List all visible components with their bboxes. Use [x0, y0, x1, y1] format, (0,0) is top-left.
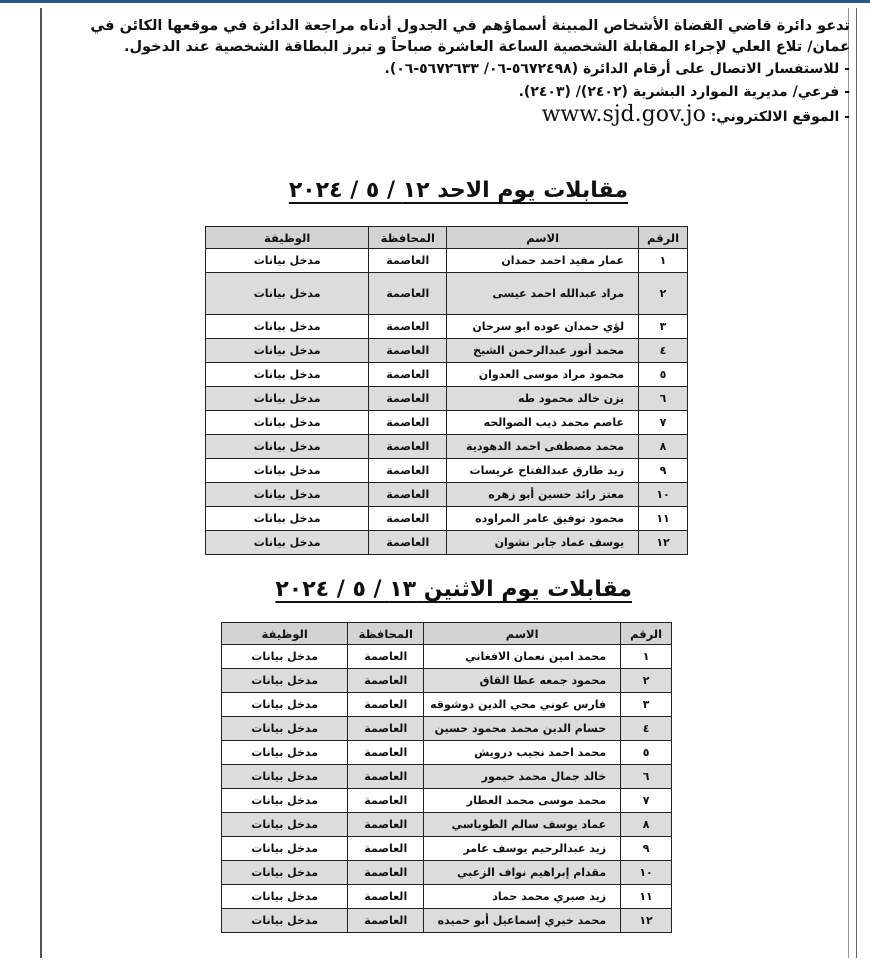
- section1-title: مقابلات يوم الاحد ١٢ / ٥ / ٢٠٢٤: [288, 178, 628, 203]
- cell-name: عاصم محمد ذيب الصوالحه: [447, 411, 639, 435]
- cell-job: مدخل بيانات: [206, 459, 369, 483]
- top-border: [0, 0, 870, 3]
- cell-num: ٦: [621, 765, 672, 789]
- cell-name: محمد مصطفى احمد الدهودية: [447, 435, 639, 459]
- website-label: - الموقع الالكتروني:: [710, 109, 850, 125]
- cell-num: ٨: [621, 813, 672, 837]
- table-row: [206, 459, 688, 483]
- col-name-header: الاسم: [447, 227, 639, 249]
- cell-gov: العاصمة: [369, 363, 447, 387]
- cell-gov: العاصمة: [348, 837, 424, 861]
- cell-num: ١٢: [621, 909, 672, 933]
- cell-num: ٣: [621, 693, 672, 717]
- cell-name: زيد طارق عبدالفتاح غريسات: [447, 459, 639, 483]
- cell-gov: العاصمة: [369, 411, 447, 435]
- col-name-header: الاسم: [424, 623, 621, 645]
- extensions-line: - فرعي/ مديرية الموارد البشرية (٢٤٠٢)/ (٢٤٠٣).: [518, 84, 850, 100]
- cell-num: ١٢: [639, 531, 688, 555]
- cell-job: مدخل بيانات: [206, 411, 369, 435]
- cell-gov: العاصمة: [369, 483, 447, 507]
- cell-name: عماد يوسف سالم الطوباسي: [424, 813, 621, 837]
- cell-name: حسام الدين محمد محمود حسين: [424, 717, 621, 741]
- table-row: [222, 693, 672, 717]
- website-line: [60, 104, 850, 128]
- cell-gov: العاصمة: [369, 459, 447, 483]
- cell-gov: العاصمة: [369, 249, 447, 273]
- frame-left-border: [40, 8, 42, 958]
- table-row: [222, 645, 672, 669]
- table-row: [206, 507, 688, 531]
- cell-job: مدخل بيانات: [206, 507, 369, 531]
- cell-name: محمد خيري إسماعيل أبو حميده: [424, 909, 621, 933]
- cell-job: مدخل بيانات: [222, 789, 348, 813]
- cell-gov: العاصمة: [348, 693, 424, 717]
- cell-num: ٤: [621, 717, 672, 741]
- table-row: [222, 861, 672, 885]
- table-row: [206, 249, 688, 273]
- section2-table: [221, 622, 672, 933]
- section2-title: مقابلات يوم الاثنين ١٣ / ٥ / ٢٠٢٤: [275, 577, 632, 602]
- col-num-header: الرقم: [639, 227, 688, 249]
- cell-job: مدخل بيانات: [222, 717, 348, 741]
- cell-name: عمار مفيد احمد حمدان: [447, 249, 639, 273]
- table-row: [206, 315, 688, 339]
- cell-gov: العاصمة: [348, 789, 424, 813]
- frame-right-border: [856, 8, 857, 958]
- cell-gov: العاصمة: [369, 273, 447, 315]
- cell-num: ١: [639, 249, 688, 273]
- cell-name: محمد احمد نجيب درويش: [424, 741, 621, 765]
- cell-job: مدخل بيانات: [206, 273, 369, 315]
- cell-num: ١١: [621, 885, 672, 909]
- announcement-intro: [60, 16, 850, 128]
- cell-gov: العاصمة: [348, 645, 424, 669]
- cell-gov: العاصمة: [348, 765, 424, 789]
- inquiry-line: - للاستفسار الاتصال على أرقام الدائرة (٥٦٧٢٤٩٨-٠٦/ ٥٦٧٢٦٣٣-٠٦).: [384, 61, 850, 77]
- cell-gov: العاصمة: [369, 315, 447, 339]
- table-row: [222, 909, 672, 933]
- cell-gov: العاصمة: [348, 861, 424, 885]
- cell-job: مدخل بيانات: [206, 387, 369, 411]
- table-row: [222, 813, 672, 837]
- cell-name: محمود جمعه عطا القاق: [424, 669, 621, 693]
- cell-num: ٢: [621, 669, 672, 693]
- cell-job: مدخل بيانات: [206, 531, 369, 555]
- cell-gov: العاصمة: [369, 435, 447, 459]
- table-row: [206, 339, 688, 363]
- cell-job: مدخل بيانات: [222, 813, 348, 837]
- cell-name: يزن خالد محمود طه: [447, 387, 639, 411]
- col-num-header: الرقم: [621, 623, 672, 645]
- frame-right-inner-border: [848, 8, 849, 958]
- cell-name: يوسف عماد جابر نشوان: [447, 531, 639, 555]
- cell-gov: العاصمة: [348, 717, 424, 741]
- cell-name: زيد صبري محمد حماد: [424, 885, 621, 909]
- website-url[interactable]: www.sjd.gov.jo: [541, 102, 706, 127]
- cell-num: ٩: [621, 837, 672, 861]
- table-row: [206, 387, 688, 411]
- table-row: [206, 363, 688, 387]
- cell-gov: العاصمة: [348, 669, 424, 693]
- table-row: [206, 435, 688, 459]
- cell-num: ١٠: [621, 861, 672, 885]
- cell-num: ١٠: [639, 483, 688, 507]
- col-job-header: الوظيفة: [206, 227, 369, 249]
- cell-job: مدخل بيانات: [206, 249, 369, 273]
- cell-name: زيد عبدالرحيم يوسف عامر: [424, 837, 621, 861]
- cell-name: خالد جمال محمد حيمور: [424, 765, 621, 789]
- cell-job: مدخل بيانات: [206, 339, 369, 363]
- cell-job: مدخل بيانات: [222, 909, 348, 933]
- cell-job: مدخل بيانات: [206, 483, 369, 507]
- cell-job: مدخل بيانات: [222, 861, 348, 885]
- cell-gov: العاصمة: [348, 813, 424, 837]
- cell-num: ١١: [639, 507, 688, 531]
- cell-job: مدخل بيانات: [206, 363, 369, 387]
- cell-job: مدخل بيانات: [222, 741, 348, 765]
- col-gov-header: المحافظة: [348, 623, 424, 645]
- cell-job: مدخل بيانات: [206, 435, 369, 459]
- cell-num: ٥: [639, 363, 688, 387]
- cell-job: مدخل بيانات: [222, 645, 348, 669]
- cell-num: ٧: [621, 789, 672, 813]
- cell-gov: العاصمة: [369, 507, 447, 531]
- intro-paragraph: تدعو دائرة قاضي القضاة الأشخاص المبينة أسماؤهم في الجدول أدناه مراجعة الدائرة في موقعها الكائن في عمان/ تلاع العلي لإجراء المقابلة الشخصية الساعة العاشرة صباحاً و تبرز البطاقة الشخصية عند الدخول.: [90, 18, 850, 55]
- cell-name: محمد موسى محمد العطار: [424, 789, 621, 813]
- cell-name: مراد عبدالله احمد عيسى: [447, 273, 639, 315]
- cell-gov: العاصمة: [369, 531, 447, 555]
- cell-num: ٤: [639, 339, 688, 363]
- cell-num: ٩: [639, 459, 688, 483]
- cell-num: ١: [621, 645, 672, 669]
- table-row: [222, 837, 672, 861]
- cell-gov: العاصمة: [369, 339, 447, 363]
- col-gov-header: المحافظة: [369, 227, 447, 249]
- table-row: [222, 717, 672, 741]
- cell-num: ٥: [621, 741, 672, 765]
- cell-num: ٦: [639, 387, 688, 411]
- cell-name: محمد امين نعمان الافغاني: [424, 645, 621, 669]
- table-row: [206, 411, 688, 435]
- cell-name: محمود مراد موسى العدوان: [447, 363, 639, 387]
- col-job-header: الوظيفة: [222, 623, 348, 645]
- cell-job: مدخل بيانات: [222, 885, 348, 909]
- table-row: [222, 885, 672, 909]
- table-row: [222, 669, 672, 693]
- table-row: [206, 273, 688, 315]
- cell-gov: العاصمة: [348, 909, 424, 933]
- cell-job: مدخل بيانات: [222, 765, 348, 789]
- table-row: [206, 531, 688, 555]
- cell-name: محمد أنور عبدالرحمن الشيخ: [447, 339, 639, 363]
- cell-num: ٣: [639, 315, 688, 339]
- cell-gov: العاصمة: [369, 387, 447, 411]
- cell-job: مدخل بيانات: [222, 669, 348, 693]
- cell-name: لؤي حمدان عوده ابو سرحان: [447, 315, 639, 339]
- cell-job: مدخل بيانات: [206, 315, 369, 339]
- cell-name: فارس عوني محي الدين دوشوقه: [424, 693, 621, 717]
- cell-num: ٨: [639, 435, 688, 459]
- section1-table: [205, 226, 688, 555]
- cell-name: محمود توفيق عامر المراوده: [447, 507, 639, 531]
- cell-num: ٧: [639, 411, 688, 435]
- cell-job: مدخل بيانات: [222, 693, 348, 717]
- cell-name: مقدام إبراهيم نواف الزعبي: [424, 861, 621, 885]
- cell-name: معتز رائد حسين أبو زهره: [447, 483, 639, 507]
- cell-gov: العاصمة: [348, 741, 424, 765]
- table-row: [206, 483, 688, 507]
- cell-job: مدخل بيانات: [222, 837, 348, 861]
- cell-num: ٢: [639, 273, 688, 315]
- table-row: [222, 765, 672, 789]
- cell-gov: العاصمة: [348, 885, 424, 909]
- table-row: [222, 789, 672, 813]
- table-row: [222, 741, 672, 765]
